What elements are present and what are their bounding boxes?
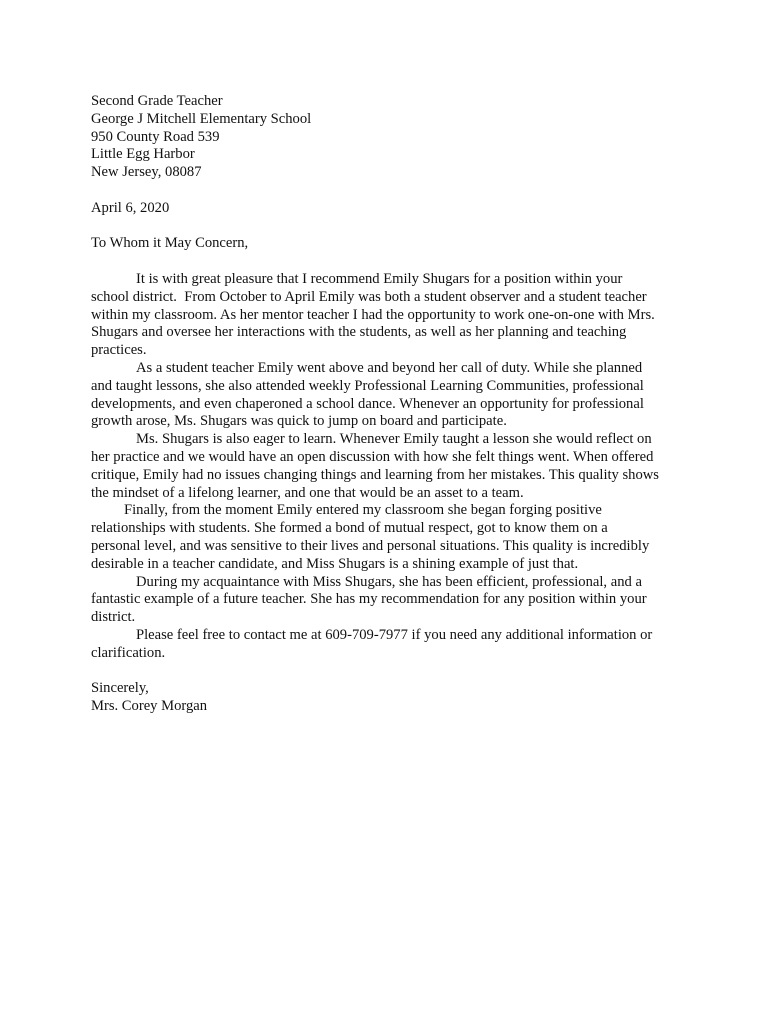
paragraph-line: personal level, and was sensitive to their lives and personal situations. This quality is incredibly [91, 537, 650, 554]
paragraph-line: desirable in a teacher candidate, and Miss Shugars is a shining example of just that. [91, 555, 579, 572]
paragraph-line: her practice and we would have an open discussion with how she felt things went. When offered [91, 448, 654, 465]
address-line-title: Second Grade Teacher [91, 93, 223, 109]
address-line-state-zip: New Jersey, 08087 [91, 164, 202, 181]
address-line-city: Little Egg Harbor [91, 146, 195, 163]
paragraph-line: the mindset of a lifelong learner, and one that would be an asset to a team. [91, 484, 524, 501]
paragraph-line: Shugars and oversee her interactions with the students, as well as her planning and teaching [91, 324, 627, 341]
spacer [91, 218, 681, 236]
paragraph-line: within my classroom. As her mentor teacher I had the opportunity to work one-on-one with Mrs. [91, 306, 655, 323]
paragraph-line: district. [91, 609, 136, 626]
address-line-street: 950 County Road 539 [91, 128, 220, 145]
paragraph-line: fantastic example of a future teacher. She has my recommendation for any position within your [91, 591, 647, 608]
spacer [91, 182, 681, 200]
body-paragraph-2 [91, 360, 681, 431]
signature-name: Mrs. Corey Morgan [91, 698, 208, 715]
body-paragraph-3 [91, 431, 681, 502]
spacer [91, 663, 681, 681]
paragraph-line: As a student teacher Emily went above and beyond her call of duty. While she planned [136, 359, 643, 376]
body-paragraph-5 [91, 574, 681, 627]
paragraph-line: It is with great pleasure that I recommend Emily Shugars for a position within your [136, 270, 623, 287]
letter-page [91, 93, 681, 716]
letter-date: April 6, 2020 [91, 199, 170, 216]
salutation: To Whom it May Concern, [91, 235, 249, 252]
paragraph-line: clarification. [91, 644, 166, 661]
paragraph-line: Please feel free to contact me at 609-709-7977 if you need any additional information or [136, 626, 653, 643]
body-paragraph-4 [91, 502, 681, 573]
address-line-school: George J Mitchell Elementary School [91, 110, 312, 127]
paragraph-line: relationships with students. She formed a bond of mutual respect, got to know them on a [91, 520, 608, 537]
paragraph-line: practices. [91, 342, 147, 359]
paragraph-line: During my acquaintance with Miss Shugars, she has been efficient, professional, and a [136, 573, 642, 590]
paragraph-line: Finally, from the moment Emily entered my classroom she began forging positive [124, 502, 602, 519]
paragraph-line: school district. From October to April Emily was both a student observer and a student teacher [91, 288, 647, 305]
closing: Sincerely, [91, 680, 149, 697]
paragraph-line: critique, Emily had no issues changing things and learning from her mistakes. This quality shows [91, 466, 659, 483]
body-paragraph-1 [91, 271, 681, 360]
paragraph-line: growth arose, Ms. Shugars was quick to jump on board and participate. [91, 413, 507, 430]
paragraph-line: Ms. Shugars is also eager to learn. Whenever Emily taught a lesson she would reflect on [136, 431, 652, 448]
paragraph-line: developments, and even chaperoned a school dance. Whenever an opportunity for professional [91, 395, 644, 412]
paragraph-line: and taught lessons, she also attended weekly Professional Learning Communities, professional [91, 377, 644, 394]
recipient-address [91, 93, 681, 182]
body-paragraph-6 [91, 627, 681, 663]
spacer [91, 253, 681, 271]
